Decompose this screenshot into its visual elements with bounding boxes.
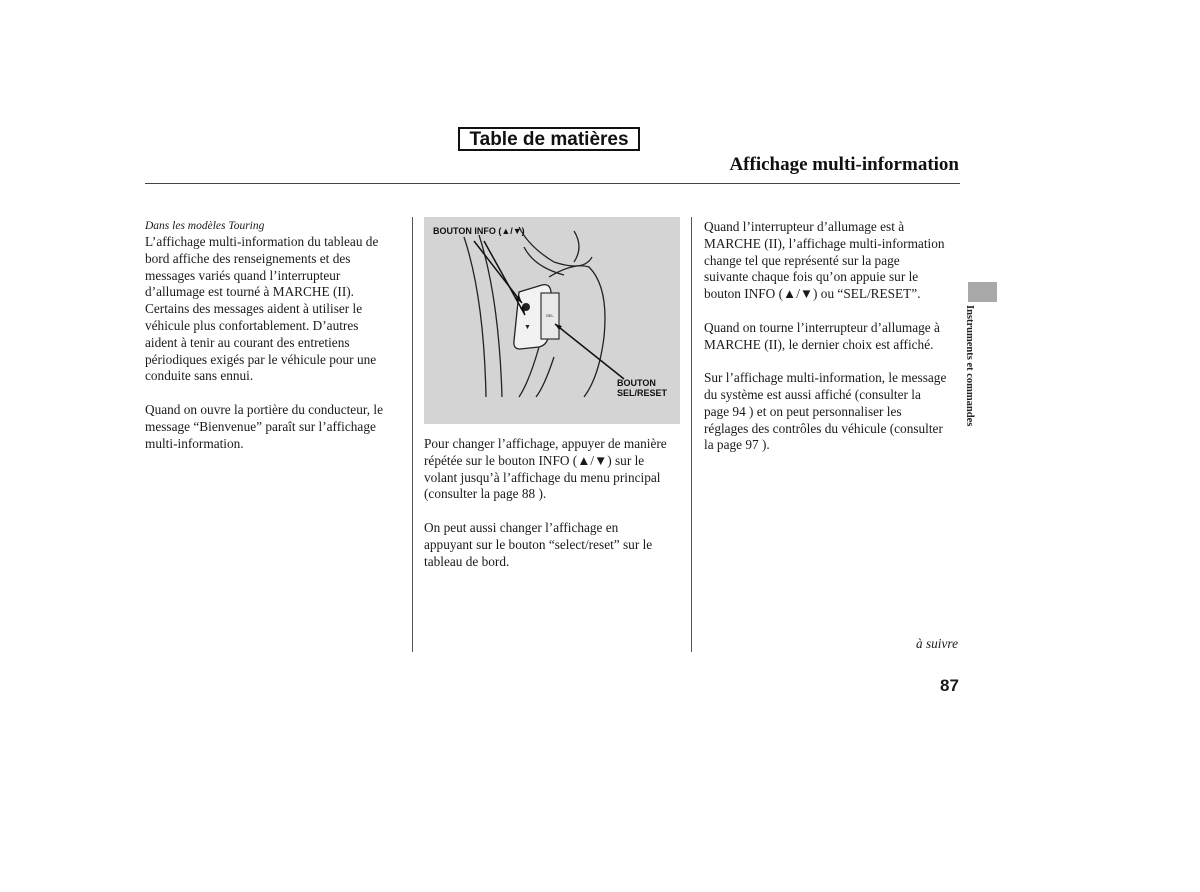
section-side-label: Instruments et commandes bbox=[964, 305, 975, 427]
sel-reset-button-label: BOUTON SEL/RESET bbox=[617, 378, 668, 398]
continued-label: à suivre bbox=[916, 636, 958, 651]
last-choice-paragraph: Quand on tourne l’interrupteur d’allumage à MARCHE (II), le dernier choix est affiché. bbox=[704, 319, 940, 352]
select-reset-paragraph: On peut aussi changer l’affichage en appuyant sur le bouton “select/reset” sur le tableau de bord. bbox=[424, 519, 653, 569]
ignition-paragraph: Quand l’interrupteur d’allumage est à MARCHE (II), l’affichage multi-information change tel que représenté sur la page suivante chaque fois qu’on appuie sur le bouton INFO (▲/▼) ou “SEL/RESET”. bbox=[704, 219, 945, 302]
header-rule bbox=[145, 183, 960, 184]
page-number: 87 bbox=[940, 676, 959, 695]
column-left bbox=[145, 219, 405, 469]
svg-text:SEL: SEL bbox=[546, 313, 554, 318]
section-tab-marker bbox=[968, 282, 997, 302]
steering-wheel-illustration bbox=[424, 217, 680, 424]
change-display-paragraph: Pour changer l’affichage, appuyer de manière répétée sur le bouton INFO (▲/▼) sur le volant jusqu’à l’affichage du menu principal (consulter la page 88 ). bbox=[424, 436, 667, 502]
system-message-paragraph: Sur l’affichage multi-information, le message du système est aussi affiché (consulter la page 94 ) et on peut personnaliser les réglages des contrôles du véhicule (consulter la page 97 ). bbox=[704, 370, 947, 453]
info-button-label: BOUTON INFO (▲/▼) bbox=[433, 226, 525, 236]
intro-paragraph: L’affichage multi-information du tableau de bord affiche des renseignements et des messages variés quand l’interrupteur d’allumage est tourné à MARCHE (II). Certains des messages aident à utiliser le véhicule plus confortablement. D’autres aident à tenir au courant des entretiens périodiques exigés par le véhicule pour une conduite sans ennui. bbox=[145, 234, 379, 384]
column-divider-2 bbox=[691, 217, 692, 652]
column-middle bbox=[424, 436, 686, 587]
svg-text:▼: ▼ bbox=[524, 324, 531, 331]
welcome-paragraph: Quand on ouvre la portière du conducteur, le message “Bienvenue” paraît sur l’affichage multi-information. bbox=[145, 401, 383, 451]
page-title: Affichage multi-information bbox=[729, 154, 959, 175]
column-divider-1 bbox=[412, 217, 413, 652]
model-caption: Dans les modèles Touring bbox=[145, 220, 265, 232]
table-of-contents-button[interactable]: Table de matières bbox=[458, 127, 640, 151]
column-right bbox=[704, 219, 962, 471]
